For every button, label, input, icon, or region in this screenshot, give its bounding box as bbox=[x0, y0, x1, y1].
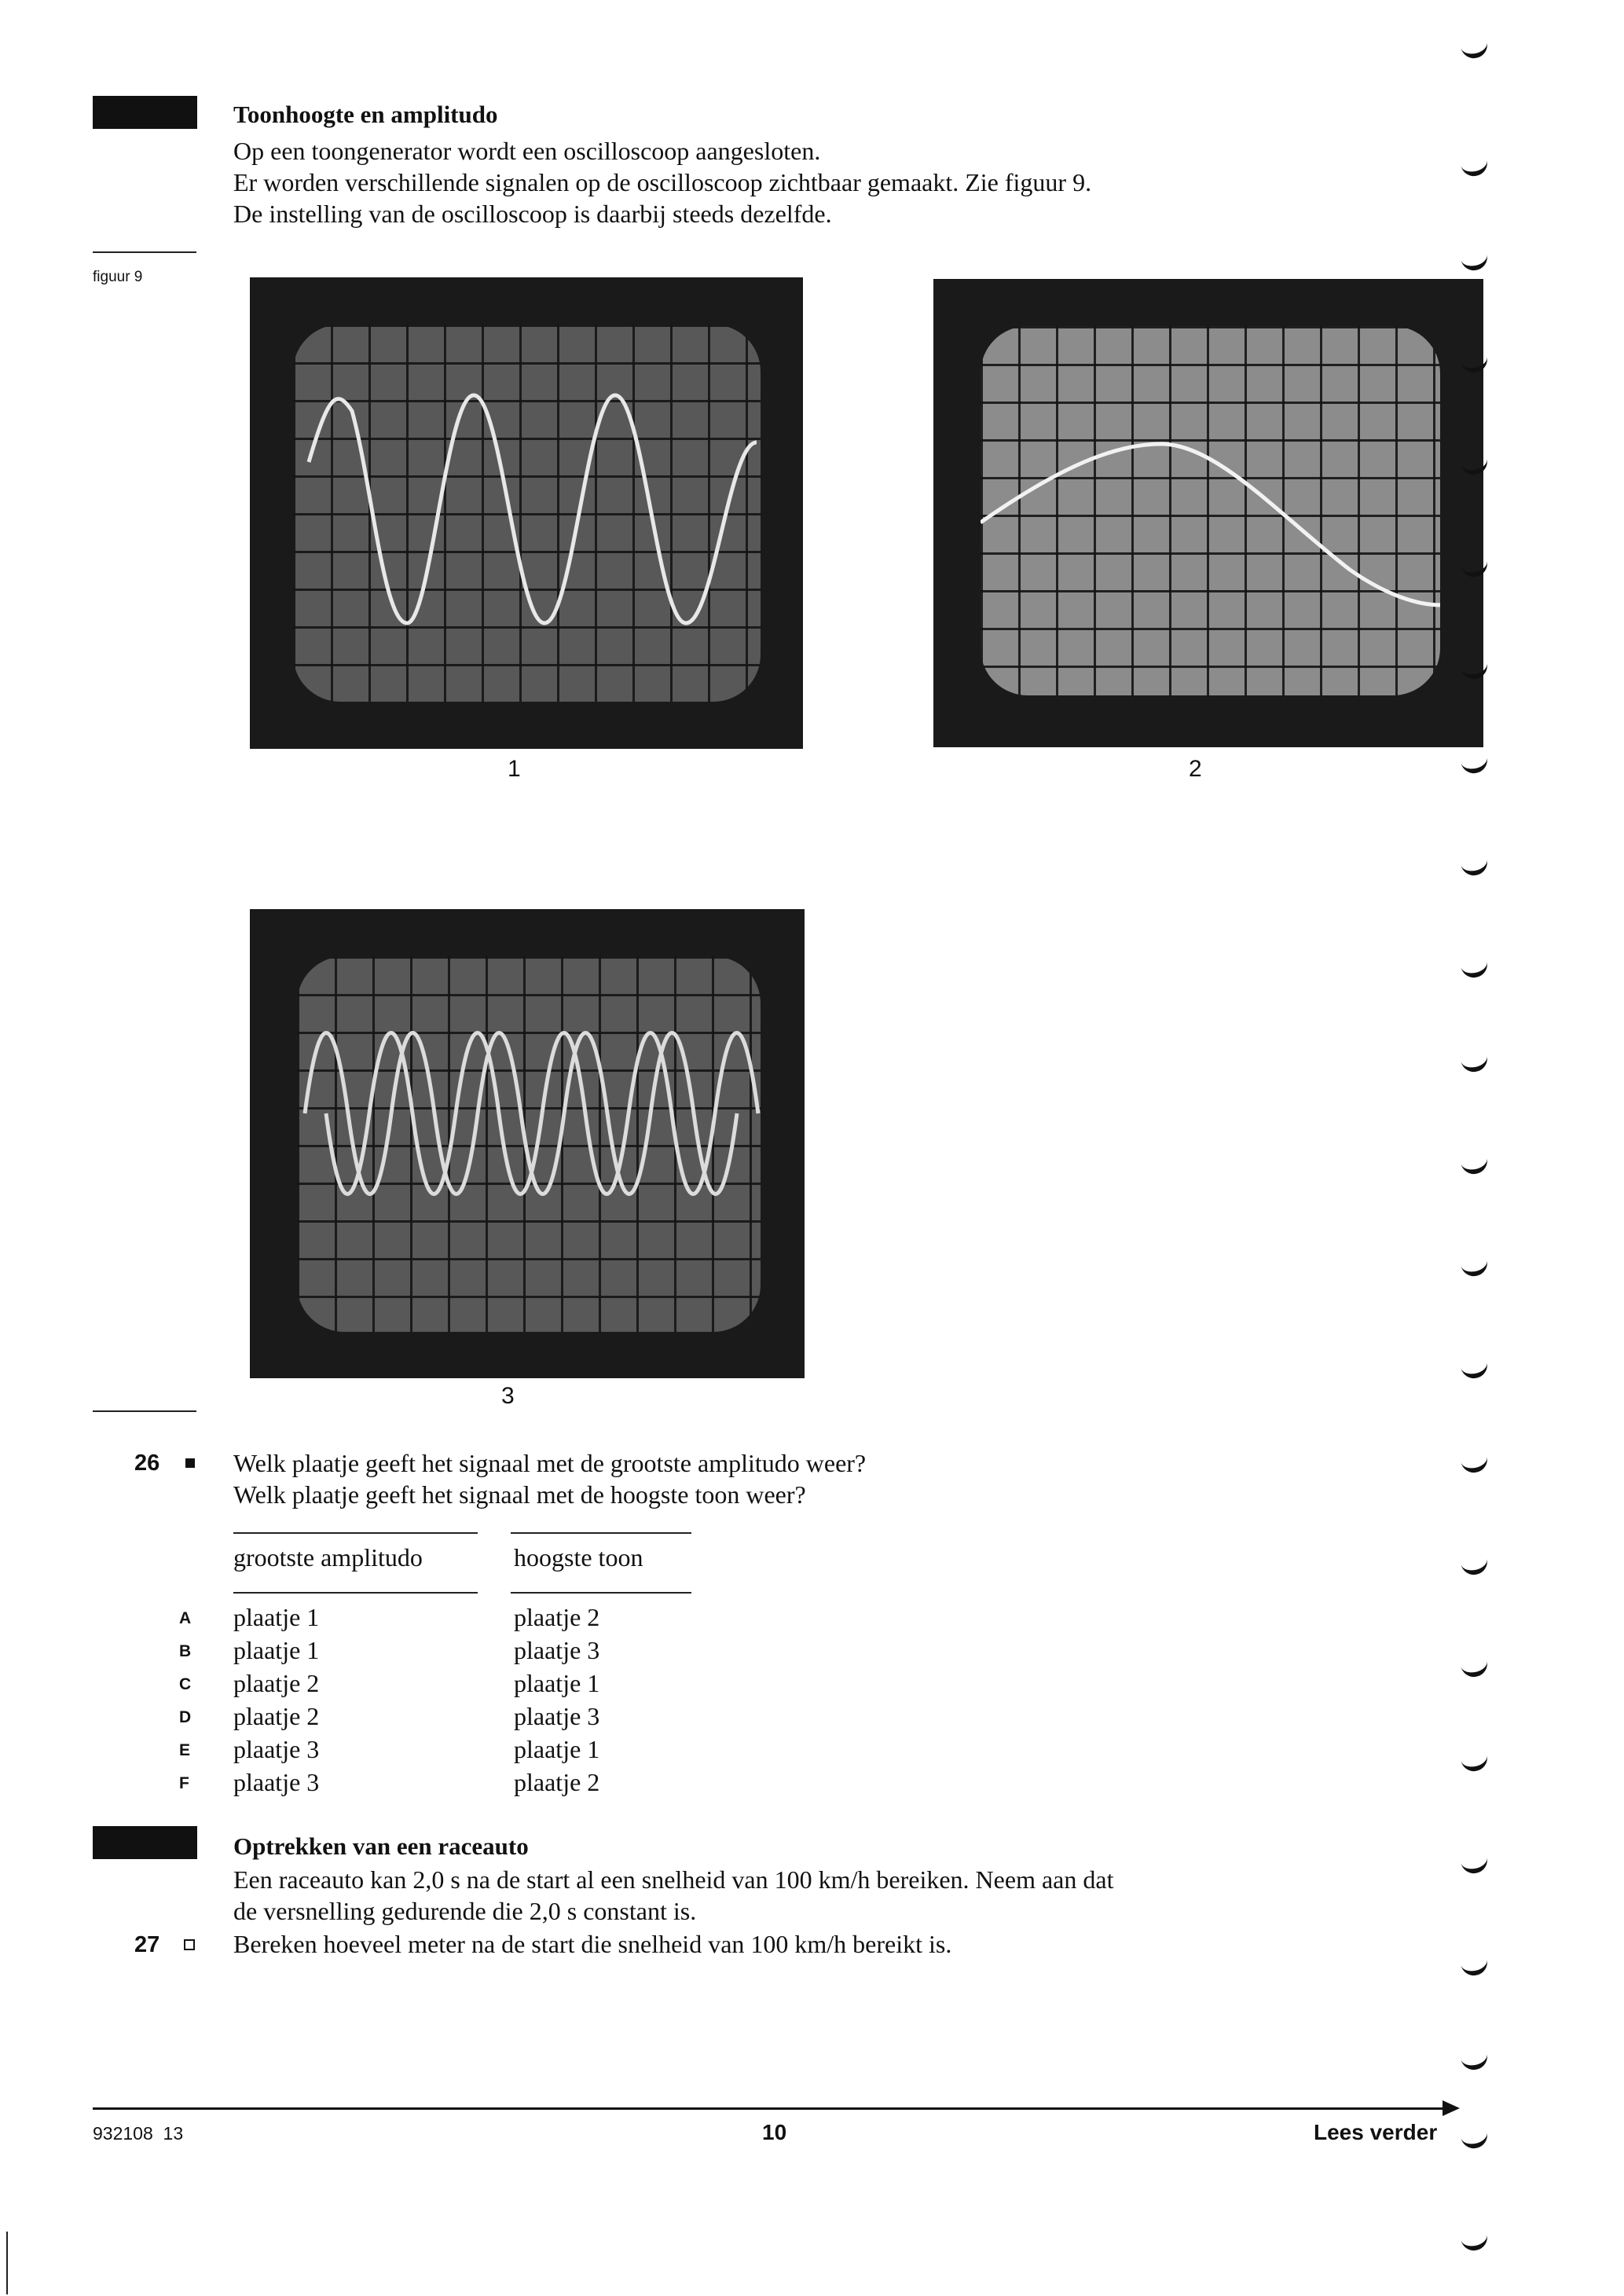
binding-hook-icon bbox=[1460, 752, 1490, 776]
waveform-2 bbox=[981, 326, 1440, 695]
answer-option[interactable] bbox=[178, 1601, 728, 1634]
binding-hook-icon bbox=[1460, 1656, 1490, 1680]
option-amplitude: plaatje 1 bbox=[233, 1603, 320, 1631]
waveform-3 bbox=[297, 956, 761, 1332]
section-marker-bar bbox=[93, 1826, 197, 1859]
question-text: Bereken hoeveel meter na de start die snelheid van 100 km/h bereikt is. bbox=[233, 1930, 952, 1958]
option-tone: plaatje 2 bbox=[514, 1603, 600, 1631]
intro-line: Op een toongenerator wordt een oscilloscoop aangesloten. bbox=[233, 137, 821, 165]
binding-hook-icon bbox=[1460, 1852, 1490, 1876]
binding-hook-icon bbox=[1460, 1750, 1490, 1774]
figure-label: figuur 9 bbox=[93, 269, 143, 285]
arrow-head-icon bbox=[1443, 2100, 1460, 2116]
answer-option[interactable] bbox=[178, 1766, 728, 1799]
question-line: Welk plaatje geeft het signaal met de grootste amplitudo weer? bbox=[233, 1449, 867, 1477]
oscilloscope-screen bbox=[293, 325, 761, 702]
binding-hook-icon bbox=[1460, 956, 1490, 981]
table-top-rule bbox=[511, 1532, 691, 1534]
option-amplitude: plaatje 2 bbox=[233, 1669, 320, 1697]
binding-hook-icon bbox=[1460, 854, 1490, 878]
answer-option[interactable] bbox=[178, 1733, 728, 1766]
binding-hook-icon bbox=[1460, 2229, 1490, 2254]
table-header-rule bbox=[233, 1592, 478, 1594]
image-number: 1 bbox=[508, 756, 521, 782]
question-number: 27 bbox=[134, 1932, 160, 1957]
answer-option[interactable] bbox=[178, 1634, 728, 1667]
oscilloscope-screen bbox=[981, 326, 1440, 695]
binding-hook-icon bbox=[1460, 249, 1490, 273]
option-amplitude: plaatje 3 bbox=[233, 1735, 320, 1763]
section-marker-bar bbox=[93, 96, 197, 129]
option-amplitude: plaatje 1 bbox=[233, 1636, 320, 1664]
footer-rule bbox=[93, 2107, 1444, 2110]
option-letter: C bbox=[179, 1675, 192, 1693]
option-letter: D bbox=[179, 1708, 192, 1726]
answer-option[interactable] bbox=[178, 1700, 728, 1733]
binding-hook-icon bbox=[1460, 1051, 1490, 1075]
column-header-tone: hoogste toon bbox=[514, 1543, 643, 1572]
binding-hook-icon bbox=[1460, 1553, 1490, 1578]
binding-hook-icon bbox=[1460, 351, 1490, 376]
question-text bbox=[233, 1447, 1412, 1510]
intro-line: Er worden verschillende signalen op de oscilloscoop zichtbaar gemaakt. Zie figuur 9. bbox=[233, 168, 1092, 196]
table-top-rule bbox=[233, 1532, 478, 1534]
section-line: de versnelling gedurende die 2,0 s constant is. bbox=[233, 1897, 697, 1925]
option-letter: A bbox=[179, 1609, 192, 1627]
closed-question-marker bbox=[185, 1458, 195, 1468]
figure-end-divider bbox=[93, 1410, 196, 1412]
figure-divider bbox=[93, 251, 196, 253]
binding-hook-icon bbox=[1460, 453, 1490, 478]
binding-hook-icon bbox=[1460, 1357, 1490, 1381]
scan-edge-mark bbox=[6, 2232, 8, 2294]
oscilloscope-image-3 bbox=[250, 909, 805, 1378]
oscilloscope-screen bbox=[297, 956, 761, 1332]
binding-hook-icon bbox=[1460, 155, 1490, 179]
option-tone: plaatje 1 bbox=[514, 1735, 600, 1763]
option-tone: plaatje 2 bbox=[514, 1768, 600, 1796]
intro-text bbox=[233, 135, 1412, 229]
table-header-rule bbox=[511, 1592, 691, 1594]
binding-hook-icon bbox=[1460, 1153, 1490, 1177]
binding-hook-icon bbox=[1460, 2048, 1490, 2073]
binding-hook-icon bbox=[1460, 1954, 1490, 1979]
open-question-marker bbox=[184, 1939, 195, 1950]
binding-hook-icon bbox=[1460, 2127, 1490, 2151]
question-number: 26 bbox=[134, 1451, 160, 1476]
option-tone: plaatje 3 bbox=[514, 1636, 600, 1664]
option-letter: E bbox=[179, 1741, 191, 1759]
binding-hook-icon bbox=[1460, 556, 1490, 580]
section-title: Optrekken van een raceauto bbox=[233, 1832, 529, 1860]
spiral-binding bbox=[1461, 39, 1509, 2263]
option-amplitude: plaatje 3 bbox=[233, 1768, 320, 1796]
oscilloscope-image-1 bbox=[250, 277, 803, 749]
question-line: Welk plaatje geeft het signaal met de hoogste toon weer? bbox=[233, 1480, 806, 1509]
option-tone: plaatje 3 bbox=[514, 1702, 600, 1730]
option-tone: plaatje 1 bbox=[514, 1669, 600, 1697]
continue-label: Lees verder bbox=[1314, 2120, 1438, 2144]
option-letter: F bbox=[179, 1774, 189, 1792]
image-number: 3 bbox=[501, 1383, 515, 1409]
oscilloscope-image-2 bbox=[933, 279, 1483, 747]
answer-option[interactable] bbox=[178, 1667, 728, 1700]
page-number: 10 bbox=[762, 2120, 787, 2144]
exam-code: 932108 13 bbox=[93, 2123, 184, 2144]
column-header-amplitude: grootste amplitudo bbox=[233, 1543, 423, 1572]
intro-line: De instelling van de oscilloscoop is daarbij steeds dezelfde. bbox=[233, 200, 832, 228]
section-title: Toonhoogte en amplitudo bbox=[233, 101, 498, 128]
binding-hook-icon bbox=[1460, 1451, 1490, 1476]
binding-hook-icon bbox=[1460, 658, 1490, 682]
waveform-1 bbox=[293, 325, 761, 702]
section-text bbox=[233, 1864, 1451, 1927]
binding-hook-icon bbox=[1460, 1255, 1490, 1279]
answer-options bbox=[178, 1601, 728, 1799]
section-line: Een raceauto kan 2,0 s na de start al een snelheid van 100 km/h bereiken. Neem aan dat bbox=[233, 1865, 1114, 1894]
binding-hook-icon bbox=[1460, 37, 1490, 61]
option-amplitude: plaatje 2 bbox=[233, 1702, 320, 1730]
image-number: 2 bbox=[1189, 756, 1202, 782]
option-letter: B bbox=[179, 1642, 192, 1660]
